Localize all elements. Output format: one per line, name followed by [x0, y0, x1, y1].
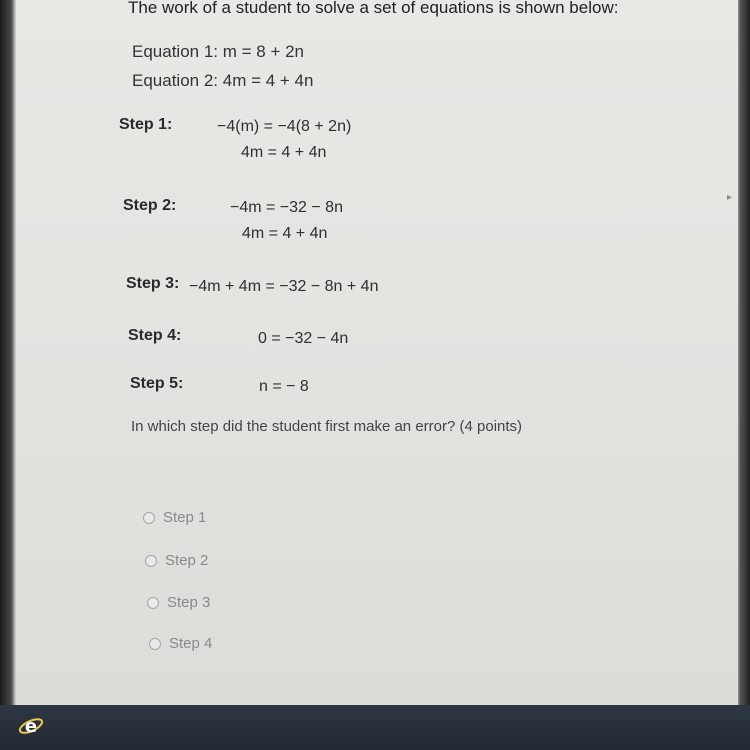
option-step-1[interactable] — [143, 509, 206, 526]
radio-button[interactable] — [147, 597, 159, 609]
question-page — [16, 0, 738, 705]
photo-edge-right — [736, 0, 750, 750]
photo-edge-left — [0, 0, 16, 750]
option-step-4[interactable] — [149, 635, 212, 652]
option-step-3[interactable] — [147, 594, 210, 611]
radio-button[interactable] — [149, 638, 161, 650]
step-5-label: Step 5: — [130, 375, 184, 392]
step-4-label: Step 4: — [128, 327, 182, 344]
step-2-line-2: 4m = 4 + 4n — [242, 225, 328, 242]
step-2-label: Step 2: — [123, 197, 177, 214]
radio-button[interactable] — [143, 512, 155, 524]
step-3-line-1: −4m + 4m = −32 − 8n + 4n — [189, 278, 379, 295]
equation-2: Equation 2: 4m = 4 + 4n — [132, 71, 314, 90]
option-label: Step 4 — [169, 635, 213, 652]
option-step-2[interactable] — [145, 552, 208, 569]
radio-button[interactable] — [145, 555, 157, 567]
step-1-label: Step 1: — [119, 116, 173, 133]
step-1-line-1: −4(m) = −4(8 + 2n) — [217, 118, 352, 135]
step-5-line-1: n = − 8 — [259, 378, 309, 395]
option-label: Step 3 — [167, 594, 211, 611]
question-prompt: In which step did the student first make an error? (4 points) — [131, 418, 523, 435]
step-4-line-1: 0 = −32 − 4n — [258, 330, 349, 347]
internet-explorer-icon[interactable] — [18, 713, 44, 739]
equation-1: Equation 1: m = 8 + 2n — [132, 42, 305, 61]
step-3-label: Step 3: — [126, 275, 180, 292]
taskbar — [0, 705, 750, 750]
question-intro: The work of a student to solve a set of equations is shown below: — [128, 0, 619, 17]
option-label: Step 2 — [165, 552, 209, 569]
svg-text:e: e — [24, 716, 38, 737]
step-1-line-2: 4m = 4 + 4n — [241, 144, 327, 161]
scroll-arrow-icon[interactable]: ▸ — [726, 192, 732, 203]
option-label: Step 1 — [163, 509, 207, 526]
step-2-line-1: −4m = −32 − 8n — [230, 199, 343, 216]
